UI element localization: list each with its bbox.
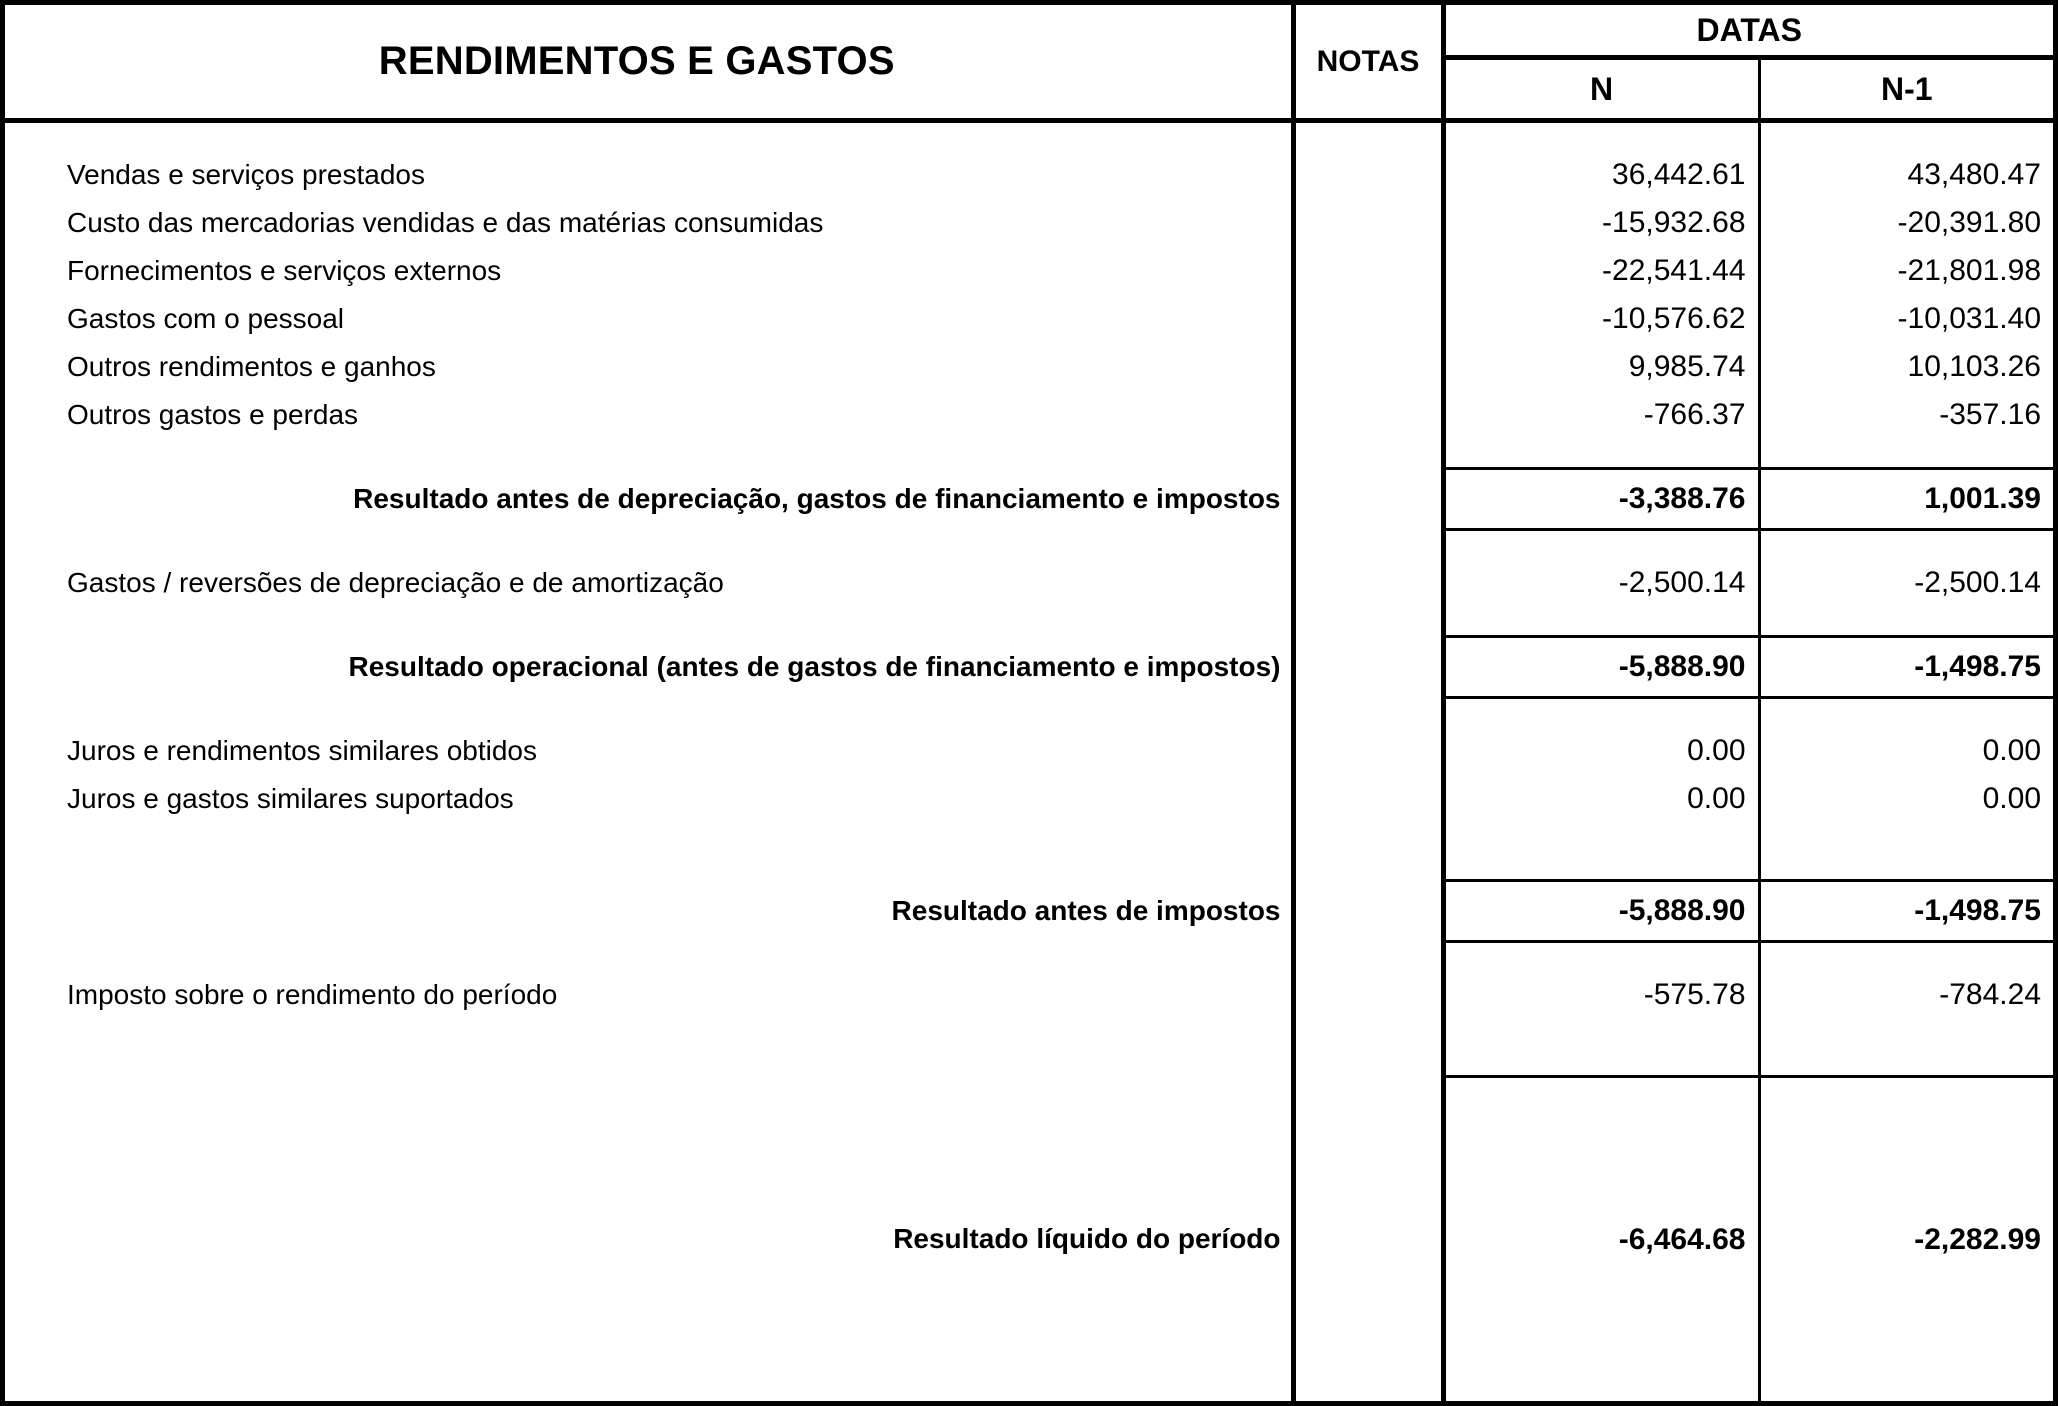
- spacer-notas: [1293, 439, 1443, 469]
- column-header-datas: DATAS: [1443, 5, 2053, 58]
- table-row: [5, 391, 2053, 439]
- spacer-n: [1443, 530, 1759, 560]
- spacer-label: [5, 439, 1293, 469]
- spacer-notas: [1293, 823, 1443, 851]
- spacer-n1: [1759, 851, 2053, 881]
- total-row-pretax: [5, 881, 2053, 942]
- row-value-n: -3,388.76: [1443, 469, 1759, 530]
- spacer-row: [5, 823, 2053, 851]
- spacer-notas: [1293, 607, 1443, 637]
- row-value-n: -575.78: [1443, 971, 1759, 1019]
- row-value-n: 36,442.61: [1443, 151, 1759, 199]
- income-statement-table: [5, 5, 2053, 1401]
- spacer-n: [1443, 851, 1759, 881]
- row-value-n1: -20,391.80: [1897, 206, 2041, 239]
- row-notas: [1293, 971, 1443, 1019]
- row-label: Gastos com o pessoal: [5, 295, 1293, 343]
- row-value-n1: 10,103.26: [1907, 350, 2041, 383]
- row-label: Resultado antes de impostos: [5, 881, 1293, 942]
- spacer-notas: [1293, 530, 1443, 560]
- table-row: [5, 247, 2053, 295]
- row-label: Fornecimentos e serviços externos: [5, 247, 1293, 295]
- row-value-n: -6,464.68: [1443, 1077, 1759, 1402]
- spacer-label: [5, 530, 1293, 560]
- spacer-label: [5, 942, 1293, 972]
- row-value-n1: -1,498.75: [1759, 637, 2053, 698]
- row-value-n: -2,500.14: [1443, 559, 1759, 607]
- spacer-n: [1443, 1019, 1759, 1047]
- row-label: Imposto sobre o rendimento do período: [5, 971, 1293, 1019]
- spacer-notas: [1293, 851, 1443, 881]
- table-row: [5, 775, 2053, 823]
- spacer-notas: [1293, 942, 1443, 972]
- row-label: Resultado líquido do período: [5, 1077, 1293, 1402]
- total-row-net-income: [5, 1077, 2053, 1402]
- spacer-n: [1443, 121, 1759, 152]
- spacer-row: [5, 439, 2053, 469]
- spacer-n1: [1759, 607, 2053, 637]
- row-label: Vendas e serviços prestados: [5, 151, 1293, 199]
- row-label: Outros rendimentos e ganhos: [5, 343, 1293, 391]
- spacer-notas: [1293, 698, 1443, 728]
- row-notas: [1293, 881, 1443, 942]
- row-label: Resultado antes de depreciação, gastos de financiamento e impostos: [5, 469, 1293, 530]
- spacer-row: [5, 1047, 2053, 1077]
- row-value-n1: -21,801.98: [1897, 254, 2041, 287]
- row-value-n1: -2,500.14: [1914, 566, 2041, 599]
- row-notas: [1293, 637, 1443, 698]
- table-row: [5, 295, 2053, 343]
- table-row: [5, 343, 2053, 391]
- column-header-notas: NOTAS: [1293, 5, 1443, 121]
- spacer-n1: [1759, 942, 2053, 972]
- row-label: Resultado operacional (antes de gastos de financiamento e impostos): [5, 637, 1293, 698]
- row-notas: [1293, 199, 1443, 247]
- spacer-notas: [1293, 1019, 1443, 1047]
- spacer-row: [5, 698, 2053, 728]
- total-row-ebitda: [5, 469, 2053, 530]
- spacer-label: [5, 823, 1293, 851]
- spacer-n1: [1759, 1047, 2053, 1077]
- spacer-n1: [1759, 1019, 2053, 1047]
- spacer-row: [5, 530, 2053, 560]
- spacer-n1: [1759, 530, 2053, 560]
- spacer-n1: [1759, 698, 2053, 728]
- spacer-label: [5, 1019, 1293, 1047]
- row-value-n1: -2,282.99: [1759, 1077, 2053, 1402]
- row-label: Custo das mercadorias vendidas e das matérias consumidas: [5, 199, 1293, 247]
- row-value-n1: 0.00: [1982, 734, 2041, 767]
- row-notas: [1293, 391, 1443, 439]
- spacer-row: [5, 942, 2053, 972]
- row-value-n1: -1,498.75: [1759, 881, 2053, 942]
- column-header-n: N: [1443, 58, 1759, 121]
- row-notas: [1293, 727, 1443, 775]
- spacer-n1: [1759, 121, 2053, 152]
- row-value-n: -766.37: [1443, 391, 1759, 439]
- row-label: Juros e gastos similares suportados: [5, 775, 1293, 823]
- spacer-n: [1443, 1047, 1759, 1077]
- row-value-n1: -784.24: [1939, 978, 2041, 1011]
- spacer-n: [1443, 823, 1759, 851]
- table-row: [5, 727, 2053, 775]
- spacer-label: [5, 1047, 1293, 1077]
- page-title: RENDIMENTOS E GASTOS: [5, 5, 1293, 121]
- row-notas: [1293, 775, 1443, 823]
- table-header: [5, 5, 2053, 121]
- row-notas: [1293, 343, 1443, 391]
- row-value-n: 0.00: [1443, 727, 1759, 775]
- row-value-n: -5,888.90: [1443, 881, 1759, 942]
- total-row-operating: [5, 637, 2053, 698]
- spacer-n: [1443, 439, 1759, 469]
- row-value-n1: 0.00: [1982, 782, 2041, 815]
- row-value-n1: 1,001.39: [1759, 469, 2053, 530]
- spacer-n: [1443, 698, 1759, 728]
- spacer-label: [5, 607, 1293, 637]
- row-value-n: -5,888.90: [1443, 637, 1759, 698]
- row-notas: [1293, 559, 1443, 607]
- row-value-n: -15,932.68: [1443, 199, 1759, 247]
- spacer-n1: [1759, 439, 2053, 469]
- spacer-notas: [1293, 1047, 1443, 1077]
- spacer-label: [5, 698, 1293, 728]
- row-label: Juros e rendimentos similares obtidos: [5, 727, 1293, 775]
- row-notas: [1293, 1077, 1443, 1402]
- spacer-n: [1443, 942, 1759, 972]
- spacer-row: [5, 1019, 2053, 1047]
- row-value-n: -10,576.62: [1443, 295, 1759, 343]
- row-label: Outros gastos e perdas: [5, 391, 1293, 439]
- row-value-n1: -357.16: [1939, 398, 2041, 431]
- spacer-row: [5, 851, 2053, 881]
- spacer-label: [5, 851, 1293, 881]
- table-row: [5, 559, 2053, 607]
- table-body: [5, 121, 2053, 1402]
- row-notas: [1293, 469, 1443, 530]
- row-notas: [1293, 295, 1443, 343]
- row-notas: [1293, 151, 1443, 199]
- spacer-notas: [1293, 121, 1443, 152]
- table-row: [5, 199, 2053, 247]
- row-value-n: -22,541.44: [1443, 247, 1759, 295]
- row-value-n1: 43,480.47: [1907, 158, 2041, 191]
- row-value-n1: -10,031.40: [1897, 302, 2041, 335]
- spacer-row: [5, 121, 2053, 152]
- row-label: Gastos / reversões de depreciação e de amortização: [5, 559, 1293, 607]
- spacer-row: [5, 607, 2053, 637]
- table-row: [5, 971, 2053, 1019]
- row-value-n: 9,985.74: [1443, 343, 1759, 391]
- column-header-n1: N-1: [1759, 58, 2053, 121]
- row-notas: [1293, 247, 1443, 295]
- spacer-n1: [1759, 823, 2053, 851]
- table-row: [5, 151, 2053, 199]
- row-value-n: 0.00: [1443, 775, 1759, 823]
- spacer-label: [5, 121, 1293, 152]
- header-row-top: [5, 5, 2053, 58]
- spacer-n: [1443, 607, 1759, 637]
